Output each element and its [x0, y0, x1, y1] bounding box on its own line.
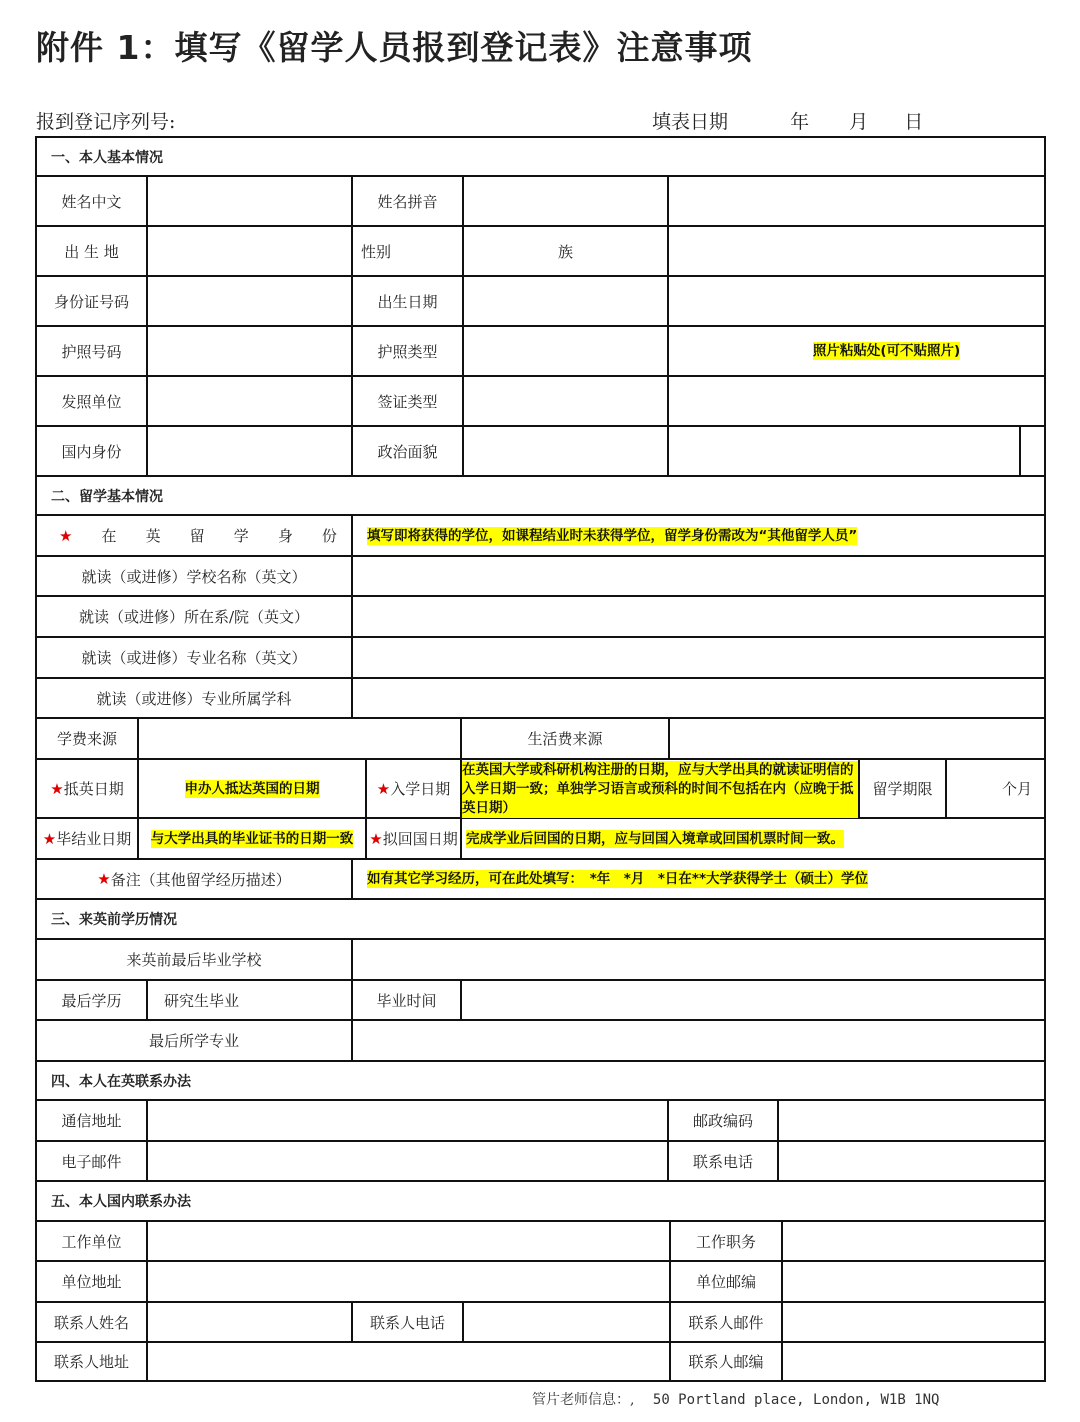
label-enroll-date [367, 760, 462, 817]
label-gender: 性别 [353, 227, 464, 275]
section-header-cn-contact [37, 1182, 1044, 1222]
input-uk-phone[interactable] [779, 1142, 1044, 1180]
input-contact-address[interactable] [148, 1343, 671, 1380]
label-contact-address: 联系人地址 [37, 1343, 148, 1380]
label-contact-name: 联系人姓名 [37, 1303, 148, 1341]
label-text: 入学日期 [390, 780, 451, 798]
section-header-prior [37, 900, 1044, 940]
input-major[interactable] [353, 638, 1044, 677]
arrival-note: 申办人抵达英国的日期 [184, 780, 320, 797]
input-birth-date[interactable] [464, 277, 669, 325]
input-contact-postcode[interactable] [783, 1343, 1044, 1380]
input-uk-postcode[interactable] [779, 1101, 1044, 1140]
input-last-school[interactable] [353, 940, 1044, 979]
label-arrival-date [37, 760, 139, 817]
form-row [37, 1142, 1044, 1182]
section-title: 一、本人基本情况 [51, 149, 163, 166]
form-row [37, 1343, 1044, 1380]
input-political-status[interactable] [464, 427, 669, 475]
form-row [37, 377, 1044, 427]
label-char: 在 [101, 527, 117, 545]
label-name-cn: 姓名中文 [37, 177, 148, 225]
input-return-date[interactable] [462, 819, 1044, 858]
input-name-pinyin[interactable] [464, 177, 669, 225]
graduation-note: 与大学出具的毕业证书的日期一致 [150, 830, 354, 847]
required-star: ★ [369, 829, 383, 848]
label-text: 抵英日期 [63, 780, 124, 798]
label-char: 英 [145, 527, 161, 545]
label-political-status: 政治面貌 [353, 427, 464, 475]
input-contact-email[interactable] [783, 1303, 1044, 1341]
section-header-uk-contact [37, 1062, 1044, 1101]
section-title: 二、留学基本情况 [51, 488, 163, 505]
day-label: 日 [904, 111, 924, 133]
label-employer-postcode: 单位邮编 [671, 1262, 783, 1301]
label-passport-type: 护照类型 [353, 327, 464, 375]
label-uk-postcode: 邮政编码 [669, 1101, 779, 1140]
label-department: 就读（或进修）所在系/院（英文） [37, 597, 353, 636]
label-name-pinyin: 姓名拼音 [353, 177, 464, 225]
extra-cell [1021, 427, 1044, 475]
label-graduation-date [37, 819, 139, 858]
label-uk-email: 电子邮件 [37, 1142, 148, 1180]
required-star: ★ [59, 526, 73, 545]
form-row [37, 940, 1044, 981]
label-visa-type: 签证类型 [353, 377, 464, 425]
label-birth-date: 出生日期 [353, 277, 464, 325]
input-contact-name[interactable] [148, 1303, 353, 1341]
label-contact-postcode: 联系人邮编 [671, 1343, 783, 1380]
form-row [37, 427, 1044, 477]
input-contact-phone[interactable] [464, 1303, 671, 1341]
label-passport-no: 护照号码 [37, 327, 148, 375]
label-contact-phone: 联系人电话 [353, 1303, 464, 1341]
input-discipline[interactable] [353, 679, 1044, 717]
label-char: 身 [277, 527, 293, 545]
label-ethnicity: 族 [464, 227, 669, 275]
label-text: 毕结业日期 [56, 830, 132, 848]
form-row [37, 679, 1044, 719]
label-contact-email: 联系人邮件 [671, 1303, 783, 1341]
label-remarks [37, 860, 353, 898]
photo-area-bottom [669, 427, 1021, 475]
photo-area [669, 377, 1044, 425]
input-employer-postcode[interactable] [783, 1262, 1044, 1301]
label-major: 就读（或进修）专业名称（英文） [37, 638, 353, 677]
photo-area [669, 227, 1044, 275]
label-domestic-identity: 国内身份 [37, 427, 148, 475]
form-row [37, 516, 1044, 557]
input-last-degree[interactable]: 研究生毕业 [148, 981, 353, 1019]
input-tuition-source[interactable] [139, 719, 462, 758]
input-uk-address[interactable] [148, 1101, 669, 1140]
enroll-note: 在英国大学或科研机构注册的日期，应与大学出具的就读证明信的入学日期一致；单独学习语言或预科的时间不包括在内（应晚于抵英日期） [462, 761, 858, 818]
form-row [37, 1303, 1044, 1343]
input-enroll-date[interactable] [462, 760, 860, 817]
footer-address: 50 Portland place, London, W1B 1NQ [652, 1392, 940, 1408]
label-employer-address: 单位地址 [37, 1262, 148, 1301]
return-note: 完成学业后回国的日期，应与回国入境章或回国机票时间一致。 [466, 830, 844, 847]
label-position: 工作职务 [671, 1222, 783, 1260]
label-school-name: 就读（或进修）学校名称（英文） [37, 557, 353, 595]
input-birthplace[interactable] [148, 227, 353, 275]
input-school-name[interactable] [353, 557, 1044, 595]
year-label: 年 [790, 111, 810, 133]
input-position[interactable] [783, 1222, 1044, 1260]
section-title: 四、本人在英联系办法 [51, 1073, 191, 1090]
input-study-status[interactable] [353, 516, 1044, 555]
label-birthplace: 出 生 地 [37, 227, 148, 275]
form-row [37, 177, 1044, 227]
footer-note [532, 1389, 939, 1409]
form-row [37, 1101, 1044, 1142]
input-id-number[interactable] [148, 277, 353, 325]
form-row [37, 227, 1044, 277]
required-star: ★ [97, 870, 111, 888]
form-row [37, 819, 1044, 860]
photo-area-top [669, 177, 1044, 225]
label-living-source: 生活费来源 [462, 719, 670, 758]
form-row [37, 981, 1044, 1021]
label-char: 份 [321, 527, 337, 545]
section-title: 五、本人国内联系办法 [51, 1194, 191, 1210]
input-visa-type[interactable] [464, 377, 669, 425]
form-row [37, 1262, 1044, 1303]
required-star: ★ [42, 829, 57, 848]
label-id-number: 身份证号码 [37, 277, 148, 325]
input-living-source[interactable] [670, 719, 1044, 758]
label-return-date [367, 819, 462, 858]
form-row [37, 327, 1044, 377]
input-graduation-date[interactable] [139, 819, 367, 858]
label-text: 拟回国日期 [382, 830, 458, 848]
input-graduation-time[interactable] [462, 981, 1044, 1019]
input-issuer[interactable] [148, 377, 353, 425]
months-unit: 个月 [1001, 780, 1032, 798]
fill-date-label: 填表日期 [652, 111, 729, 133]
label-last-school: 来英前最后毕业学校 [37, 940, 353, 979]
section-header-study [37, 477, 1044, 516]
form-row [37, 597, 1044, 638]
page-title: 附件 1：填写《留学人员报到登记表》注意事项 [36, 28, 753, 67]
label-last-degree: 最后学历 [37, 981, 148, 1019]
photo-note: 照片粘贴处(可不贴照片) [812, 343, 961, 359]
label-text: 备注（其他留学经历描述） [110, 870, 291, 889]
label-char: 留 [189, 527, 205, 545]
month-label: 月 [849, 111, 869, 133]
label-study-status [37, 516, 353, 555]
input-passport-no[interactable] [148, 327, 353, 375]
photo-area [669, 277, 1044, 325]
input-department[interactable] [353, 597, 1044, 636]
input-study-period[interactable] [947, 760, 1044, 817]
label-tuition-source: 学费来源 [37, 719, 139, 758]
label-discipline: 就读（或进修）专业所属学科 [37, 679, 353, 717]
label-uk-address: 通信地址 [37, 1101, 148, 1140]
input-employer-address[interactable] [148, 1262, 671, 1301]
study-status-note: 填写即将获得的学位，如课程结业时未获得学位，留学身份需改为“其他留学人员” [367, 527, 858, 544]
footer-label: 管片老师信息：, [532, 1392, 635, 1408]
label-issuer: 发照单位 [37, 377, 148, 425]
input-name-cn[interactable] [148, 177, 353, 225]
input-last-major[interactable] [353, 1021, 1044, 1060]
input-remarks[interactable] [353, 860, 1044, 898]
photo-paste-area[interactable] [669, 327, 1044, 375]
label-employer: 工作单位 [37, 1222, 148, 1260]
input-employer[interactable] [148, 1222, 671, 1260]
form-row [37, 277, 1044, 327]
label-char: 学 [233, 527, 249, 545]
serial-number-label: 报到登记序列号: [36, 111, 176, 133]
fill-date [652, 107, 923, 134]
form-row [37, 1222, 1044, 1262]
form-row [37, 557, 1044, 597]
section-header-basic [37, 138, 1044, 177]
form-row [37, 719, 1044, 760]
remarks-note: 如有其它学习经历，可在此处填写： *年 *月 *日在**大学获得学士（硕士）学位 [367, 871, 869, 887]
section-title: 三、来英前学历情况 [51, 912, 177, 928]
label-graduation-time: 毕业时间 [353, 981, 462, 1019]
form-row [37, 760, 1044, 819]
input-passport-type[interactable] [464, 327, 669, 375]
label-last-major: 最后所学专业 [37, 1021, 353, 1060]
required-star: ★ [50, 779, 64, 798]
form-row [37, 638, 1044, 679]
label-uk-phone: 联系电话 [669, 1142, 779, 1180]
input-uk-email[interactable] [148, 1142, 669, 1180]
label-study-period: 留学期限 [860, 760, 947, 817]
input-arrival-date[interactable] [139, 760, 367, 817]
form-row [37, 860, 1044, 900]
registration-form [35, 136, 1046, 1382]
form-row [37, 1021, 1044, 1062]
required-star: ★ [376, 779, 391, 798]
input-domestic-identity[interactable] [148, 427, 353, 475]
